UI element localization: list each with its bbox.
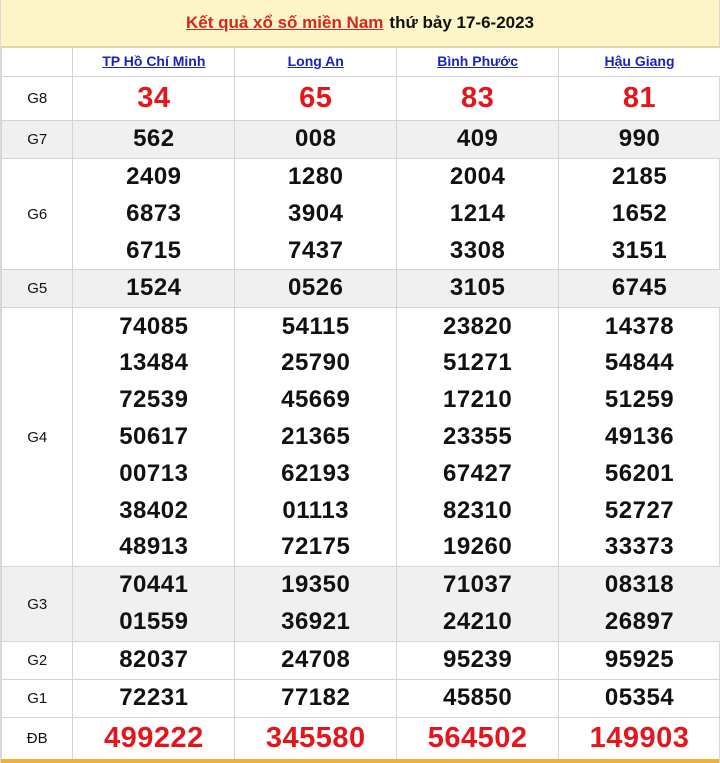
prize-number: 50617: [119, 422, 189, 450]
prize-number: 149903: [589, 722, 690, 755]
prize-number: 74085: [119, 312, 189, 340]
prize-cell: [397, 641, 559, 679]
prize-row-4: [2, 308, 720, 567]
prize-number: 38402: [119, 496, 189, 524]
prize-number: 49136: [604, 422, 675, 450]
prize-number: 54115: [281, 312, 350, 340]
prize-number: 72231: [119, 684, 189, 712]
prize-number: 24708: [281, 646, 351, 674]
title-date: thứ bảy 17-6-2023: [389, 13, 535, 32]
prize-label: G5: [2, 270, 73, 308]
prize-number: 72175: [281, 533, 351, 561]
title-link[interactable]: Kết quả xổ số miền Nam: [185, 13, 384, 32]
prize-cell: [73, 567, 235, 642]
prize-row-6: [2, 641, 720, 679]
prize-number: 499222: [103, 722, 204, 755]
prize-number: 2004: [449, 163, 506, 190]
prize-number: 05354: [604, 684, 675, 712]
prize-number: 71037: [442, 571, 513, 599]
prize-cell: [235, 121, 397, 159]
prize-cell: [397, 77, 559, 121]
prize-number: 23820: [442, 312, 513, 340]
prize-number: 24210: [442, 608, 513, 636]
prize-number: 008: [294, 125, 337, 153]
prize-row-7: [2, 679, 720, 717]
prize-cell: [559, 308, 720, 567]
prize-number: 3105: [449, 274, 506, 302]
prize-row-8: [2, 717, 720, 759]
prize-number: 25790: [281, 349, 351, 377]
prize-number: 45850: [442, 684, 513, 712]
prize-number: 23355: [442, 422, 513, 450]
prize-number: 45669: [281, 386, 351, 414]
prize-cell: [397, 121, 559, 159]
prize-number: 14378: [604, 312, 675, 340]
prize-cell: [397, 567, 559, 642]
prize-number: 70441: [119, 571, 189, 599]
prize-number: 01559: [119, 608, 189, 636]
prize-number: 345580: [265, 722, 366, 755]
prize-cell: [235, 308, 397, 567]
prize-number: 83: [460, 82, 495, 115]
prize-number: 17210: [442, 386, 513, 414]
prize-row-0: [2, 77, 720, 121]
prize-cell: [559, 77, 720, 121]
prize-cell: [235, 641, 397, 679]
prize-number: 67427: [442, 459, 513, 487]
prize-number: 00713: [119, 459, 189, 487]
prize-number: 7437: [288, 236, 344, 264]
prize-number: 409: [456, 125, 499, 153]
prize-row-3: [2, 270, 720, 308]
prize-cell: [559, 717, 720, 759]
prize-number: 95925: [604, 646, 675, 674]
prize-number: 19260: [442, 533, 513, 561]
prize-number: 6873: [126, 199, 182, 227]
prize-cell: [397, 308, 559, 567]
prize-number: 82037: [119, 646, 189, 674]
prize-cell: [73, 77, 235, 121]
corner-cell: [2, 48, 73, 77]
prize-cell: [397, 717, 559, 759]
prize-cell: [397, 679, 559, 717]
results-table: [1, 47, 720, 760]
prize-number: 19350: [281, 571, 351, 599]
prize-number: 51271: [442, 349, 513, 377]
prize-number: 34: [137, 82, 171, 115]
prize-cell: [235, 679, 397, 717]
prize-number: 562: [133, 125, 175, 153]
prize-cell: [559, 679, 720, 717]
prize-number: 36921: [281, 608, 351, 636]
prize-number: 3904: [288, 199, 344, 227]
prize-number: 26897: [604, 608, 675, 636]
prize-number: 33373: [604, 533, 675, 561]
prize-label: G2: [2, 641, 73, 679]
prize-number: 6745: [611, 274, 668, 302]
prize-number: 48913: [119, 533, 189, 561]
province-link[interactable]: Bình Phước: [437, 53, 518, 69]
prize-cell: [559, 270, 720, 308]
prize-number: 77182: [281, 684, 351, 712]
prize-number: 95239: [442, 646, 513, 674]
prize-label: ĐB: [2, 717, 73, 759]
prize-number: 08318: [604, 571, 675, 599]
prize-cell: [397, 270, 559, 308]
prize-cell: [73, 679, 235, 717]
prize-number: 1280: [288, 163, 344, 190]
prize-number: 56201: [604, 459, 675, 487]
prize-number: 13484: [119, 349, 189, 377]
bottom-accent-bar: [1, 759, 719, 763]
prize-cell: [559, 641, 720, 679]
prize-cell: [559, 567, 720, 642]
province-hcm[interactable]: [73, 48, 235, 77]
prize-cell: [73, 121, 235, 159]
prize-number: 62193: [281, 459, 351, 487]
prize-number: 1652: [611, 199, 668, 227]
prize-label: G1: [2, 679, 73, 717]
prize-number: 72539: [119, 386, 189, 414]
province-hau-giang[interactable]: [559, 48, 720, 77]
prize-number: 2185: [611, 163, 668, 190]
prize-cell: [235, 77, 397, 121]
prize-row-1: [2, 121, 720, 159]
province-header-row: [2, 48, 720, 77]
prize-number: 51259: [604, 386, 675, 414]
prize-cell: [73, 159, 235, 270]
prize-label: G8: [2, 77, 73, 121]
prize-cell: [235, 567, 397, 642]
prize-number: 21365: [281, 422, 351, 450]
prize-cell: [235, 159, 397, 270]
province-long-an[interactable]: [235, 48, 397, 77]
prize-number: 990: [618, 125, 661, 153]
prize-label: G3: [2, 567, 73, 642]
prize-number: 564502: [427, 722, 528, 755]
prize-number: 6715: [126, 236, 182, 264]
prize-cell: [559, 159, 720, 270]
page-title: [1, 0, 719, 47]
prize-cell: [235, 717, 397, 759]
prize-cell: [397, 159, 559, 270]
prize-label: G7: [2, 121, 73, 159]
prize-number: 1214: [449, 199, 506, 227]
prize-number: 2409: [126, 163, 182, 190]
prize-number: 81: [622, 82, 657, 115]
prize-row-2: [2, 159, 720, 270]
prize-number: 82310: [442, 496, 513, 524]
prize-number: 0526: [288, 274, 344, 302]
prize-row-5: [2, 567, 720, 642]
prize-cell: [73, 641, 235, 679]
prize-number: 01113: [282, 496, 350, 524]
prize-number: 52727: [604, 496, 675, 524]
prize-number: 3308: [449, 236, 506, 264]
prize-number: 3151: [611, 236, 668, 264]
prize-cell: [73, 270, 235, 308]
prize-cell: [235, 270, 397, 308]
prize-number: 1524: [126, 274, 182, 302]
prize-cell: [559, 121, 720, 159]
prize-cell: [73, 717, 235, 759]
province-link[interactable]: Long An: [287, 53, 344, 69]
province-link[interactable]: TP Hồ Chí Minh: [102, 53, 206, 69]
prize-cell: [73, 308, 235, 567]
province-link[interactable]: Hậu Giang: [604, 53, 675, 69]
prize-label: G4: [2, 308, 73, 567]
prize-number: 54844: [604, 349, 675, 377]
prize-number: 65: [299, 82, 333, 115]
prize-label: G6: [2, 159, 73, 270]
province-binh-phuoc[interactable]: [397, 48, 559, 77]
